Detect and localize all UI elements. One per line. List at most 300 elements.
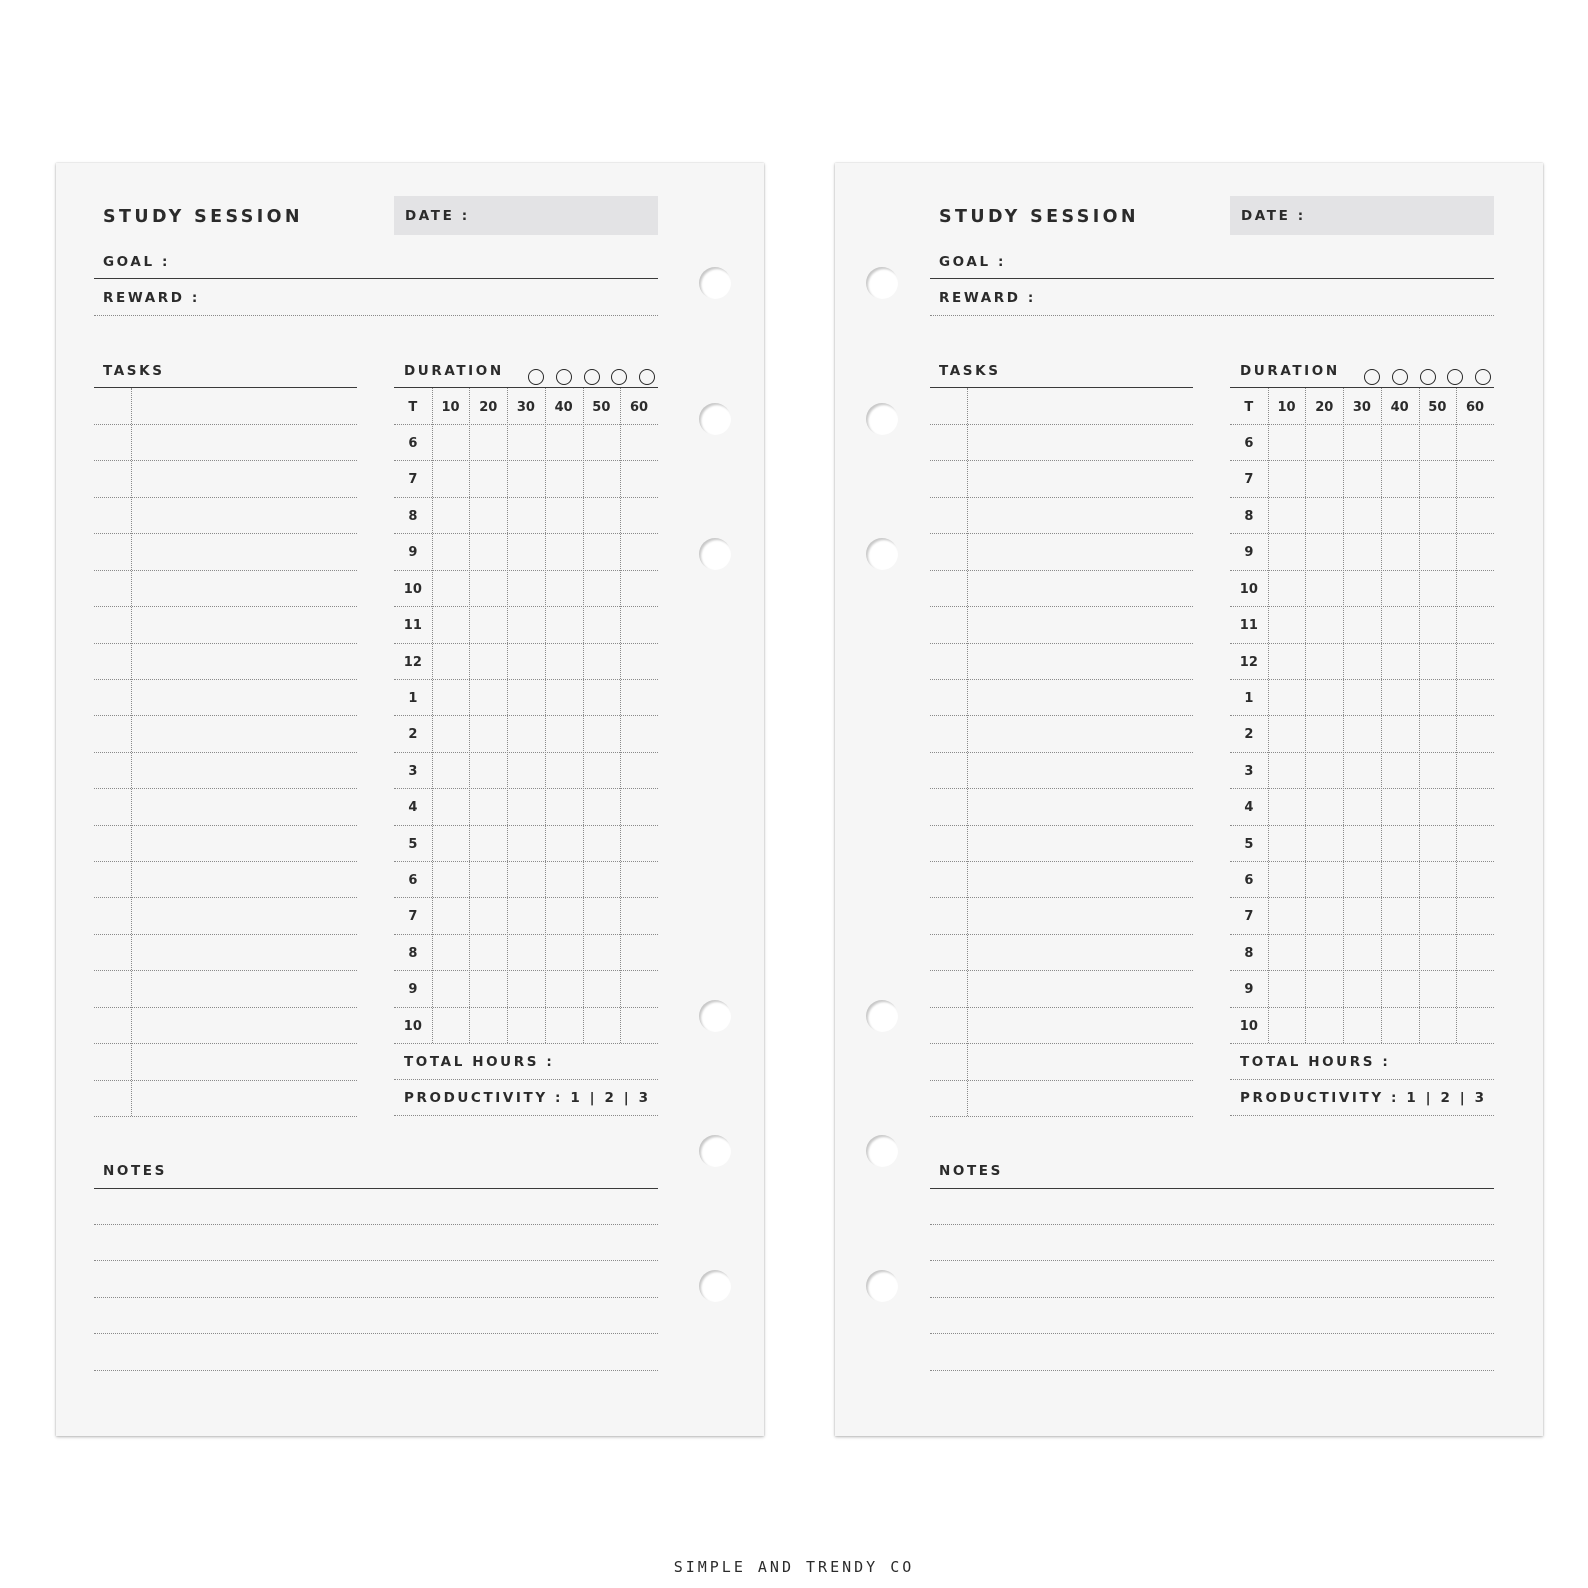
- task-line[interactable]: [94, 1080, 357, 1081]
- time-slot-cell[interactable]: [507, 424, 545, 460]
- time-slot-cell[interactable]: [469, 970, 507, 1006]
- time-slot-cell[interactable]: [1381, 934, 1419, 970]
- duration-circle-icon[interactable]: [1420, 369, 1436, 385]
- task-line[interactable]: [930, 861, 1193, 862]
- time-slot-cell[interactable]: [620, 715, 658, 751]
- notes-line[interactable]: [94, 1297, 658, 1298]
- notes-line[interactable]: [94, 1370, 658, 1371]
- time-slot-cell[interactable]: [507, 825, 545, 861]
- time-slot-cell[interactable]: [432, 861, 470, 897]
- time-slot-cell[interactable]: [1268, 897, 1306, 933]
- time-slot-cell[interactable]: [583, 970, 621, 1006]
- time-slot-cell[interactable]: [1268, 497, 1306, 533]
- time-slot-cell[interactable]: [432, 460, 470, 496]
- notes-line[interactable]: [94, 1333, 658, 1334]
- time-slot-cell[interactable]: [1268, 861, 1306, 897]
- time-slot-cell[interactable]: [507, 1007, 545, 1043]
- time-slot-cell[interactable]: [583, 897, 621, 933]
- time-slot-cell[interactable]: [1456, 752, 1494, 788]
- time-slot-cell[interactable]: [1381, 606, 1419, 642]
- time-slot-cell[interactable]: [1305, 1007, 1343, 1043]
- task-line[interactable]: [930, 1080, 1193, 1081]
- time-slot-cell[interactable]: [1419, 934, 1457, 970]
- time-slot-cell[interactable]: [1305, 897, 1343, 933]
- task-line[interactable]: [94, 715, 357, 716]
- goal-label: GOAL :: [103, 254, 170, 270]
- hour-row-label: 12: [403, 654, 422, 670]
- time-slot-cell[interactable]: [1268, 643, 1306, 679]
- time-slot-cell[interactable]: [469, 497, 507, 533]
- time-slot-cell[interactable]: [620, 825, 658, 861]
- time-slot-cell[interactable]: [1456, 897, 1494, 933]
- task-line[interactable]: [930, 788, 1193, 789]
- time-slot-cell[interactable]: [620, 533, 658, 569]
- time-slot-cell[interactable]: [620, 934, 658, 970]
- time-slot-cell[interactable]: [1381, 570, 1419, 606]
- time-slot-cell[interactable]: [545, 1007, 583, 1043]
- task-line[interactable]: [94, 788, 357, 789]
- time-slot-cell[interactable]: [620, 1007, 658, 1043]
- time-slot-cell[interactable]: [1456, 934, 1494, 970]
- task-line[interactable]: [94, 497, 357, 498]
- notes-line[interactable]: [930, 1224, 1494, 1225]
- productivity-rating[interactable]: PRODUCTIVITY : 1 | 2 | 3: [404, 1090, 651, 1106]
- time-slot-cell[interactable]: [1419, 715, 1457, 751]
- time-slot-cell[interactable]: [545, 643, 583, 679]
- time-slot-cell[interactable]: [1343, 679, 1381, 715]
- notes-line[interactable]: [94, 1224, 658, 1225]
- time-slot-cell[interactable]: [1343, 643, 1381, 679]
- time-slot-cell[interactable]: [507, 970, 545, 1006]
- time-slot-cell[interactable]: [545, 788, 583, 824]
- hour-row-label: 10: [1239, 1018, 1258, 1034]
- reward-line[interactable]: [930, 315, 1494, 316]
- time-slot-cell[interactable]: [1268, 715, 1306, 751]
- time-slot-cell[interactable]: [432, 679, 470, 715]
- tasks-rule: [930, 387, 1193, 388]
- time-slot-cell[interactable]: [1268, 679, 1306, 715]
- time-slot-cell[interactable]: [1456, 679, 1494, 715]
- task-line[interactable]: [930, 424, 1193, 425]
- time-slot-cell[interactable]: [1381, 861, 1419, 897]
- task-line[interactable]: [94, 1116, 357, 1117]
- task-line[interactable]: [94, 679, 357, 680]
- duration-label: DURATION: [404, 363, 504, 379]
- duration-circle-icon[interactable]: [611, 369, 627, 385]
- date-field[interactable]: [1230, 196, 1494, 235]
- duration-circle-icon[interactable]: [1475, 369, 1491, 385]
- time-slot-cell[interactable]: [432, 788, 470, 824]
- time-slot-cell[interactable]: [1419, 643, 1457, 679]
- time-slot-cell[interactable]: [545, 570, 583, 606]
- time-slot-cell[interactable]: [1305, 424, 1343, 460]
- time-slot-cell[interactable]: [545, 533, 583, 569]
- hour-row-label: 6: [1244, 873, 1254, 889]
- time-slot-cell[interactable]: [583, 570, 621, 606]
- grid-header-time: T: [1244, 400, 1254, 415]
- duration-circle-icon[interactable]: [584, 369, 600, 385]
- time-slot-cell[interactable]: [545, 970, 583, 1006]
- time-slot-cell[interactable]: [1343, 861, 1381, 897]
- task-line[interactable]: [930, 1116, 1193, 1117]
- time-slot-cell[interactable]: [583, 934, 621, 970]
- binder-hole-icon: [866, 1135, 898, 1167]
- time-slot-cell[interactable]: [469, 897, 507, 933]
- time-slot-cell[interactable]: [469, 1007, 507, 1043]
- task-line[interactable]: [930, 497, 1193, 498]
- time-slot-cell[interactable]: [1456, 825, 1494, 861]
- binder-hole-icon: [699, 267, 731, 299]
- time-slot-cell[interactable]: [469, 533, 507, 569]
- time-slot-cell[interactable]: [583, 679, 621, 715]
- time-slot-cell[interactable]: [583, 1007, 621, 1043]
- time-slot-cell[interactable]: [620, 643, 658, 679]
- time-slot-cell[interactable]: [1268, 424, 1306, 460]
- time-slot-cell[interactable]: [1381, 497, 1419, 533]
- hour-row-label: 7: [1244, 472, 1254, 488]
- task-line[interactable]: [930, 643, 1193, 644]
- total-hours-label: TOTAL HOURS :: [404, 1054, 555, 1070]
- hour-row-label: 2: [408, 727, 418, 743]
- task-line[interactable]: [94, 460, 357, 461]
- time-slot-cell[interactable]: [432, 934, 470, 970]
- grid-column-line: [1343, 388, 1344, 1043]
- task-line[interactable]: [930, 970, 1193, 971]
- time-slot-cell[interactable]: [1419, 679, 1457, 715]
- duration-circle-icon[interactable]: [528, 369, 544, 385]
- task-line[interactable]: [94, 606, 357, 607]
- time-slot-cell[interactable]: [1268, 533, 1306, 569]
- time-slot-cell[interactable]: [545, 861, 583, 897]
- time-slot-cell[interactable]: [507, 643, 545, 679]
- time-slot-cell[interactable]: [469, 606, 507, 642]
- time-slot-cell[interactable]: [469, 460, 507, 496]
- time-slot-cell[interactable]: [507, 715, 545, 751]
- time-slot-cell[interactable]: [432, 897, 470, 933]
- time-slot-cell[interactable]: [1381, 825, 1419, 861]
- time-slot-cell[interactable]: [1343, 715, 1381, 751]
- time-slot-cell[interactable]: [1268, 606, 1306, 642]
- time-slot-cell[interactable]: [1419, 788, 1457, 824]
- time-slot-cell[interactable]: [1268, 460, 1306, 496]
- time-slot-cell[interactable]: [507, 570, 545, 606]
- time-slot-cell[interactable]: [583, 533, 621, 569]
- time-slot-cell[interactable]: [583, 715, 621, 751]
- hour-row-label: 9: [408, 545, 418, 561]
- task-line[interactable]: [930, 679, 1193, 680]
- duration-circle-icon[interactable]: [1447, 369, 1463, 385]
- time-slot-cell[interactable]: [432, 1007, 470, 1043]
- time-slot-cell[interactable]: [432, 497, 470, 533]
- time-slot-cell[interactable]: [1268, 788, 1306, 824]
- time-slot-cell[interactable]: [469, 570, 507, 606]
- time-slot-cell[interactable]: [1419, 752, 1457, 788]
- task-line[interactable]: [930, 715, 1193, 716]
- time-slot-cell[interactable]: [620, 752, 658, 788]
- time-slot-cell[interactable]: [545, 825, 583, 861]
- time-slot-cell[interactable]: [620, 788, 658, 824]
- task-line[interactable]: [94, 643, 357, 644]
- time-slot-cell[interactable]: [620, 970, 658, 1006]
- time-slot-cell[interactable]: [1419, 861, 1457, 897]
- time-slot-cell[interactable]: [1381, 970, 1419, 1006]
- time-slot-cell[interactable]: [1456, 533, 1494, 569]
- task-line[interactable]: [930, 825, 1193, 826]
- task-line[interactable]: [94, 861, 357, 862]
- reward-line[interactable]: [94, 315, 658, 316]
- task-line[interactable]: [94, 752, 357, 753]
- time-slot-cell[interactable]: [620, 570, 658, 606]
- time-slot-cell[interactable]: [583, 752, 621, 788]
- time-slot-cell[interactable]: [1419, 570, 1457, 606]
- time-slot-cell[interactable]: [1381, 460, 1419, 496]
- time-slot-cell[interactable]: [469, 424, 507, 460]
- time-slot-cell[interactable]: [1268, 970, 1306, 1006]
- time-slot-cell[interactable]: [1419, 897, 1457, 933]
- time-slot-cell[interactable]: [545, 934, 583, 970]
- time-slot-cell[interactable]: [469, 788, 507, 824]
- time-slot-cell[interactable]: [469, 861, 507, 897]
- time-slot-cell[interactable]: [507, 497, 545, 533]
- time-slot-cell[interactable]: [583, 825, 621, 861]
- time-slot-cell[interactable]: [583, 643, 621, 679]
- duration-circle-icon[interactable]: [1392, 369, 1408, 385]
- task-line[interactable]: [930, 460, 1193, 461]
- time-slot-cell[interactable]: [620, 679, 658, 715]
- time-slot-cell[interactable]: [1456, 1007, 1494, 1043]
- time-slot-cell[interactable]: [1381, 643, 1419, 679]
- time-slot-cell[interactable]: [1305, 752, 1343, 788]
- task-line[interactable]: [930, 1043, 1193, 1044]
- time-slot-cell[interactable]: [1268, 1007, 1306, 1043]
- goal-line[interactable]: [94, 278, 658, 279]
- time-slot-cell[interactable]: [507, 533, 545, 569]
- notes-line[interactable]: [930, 1297, 1494, 1298]
- time-slot-cell[interactable]: [507, 679, 545, 715]
- time-slot-cell[interactable]: [583, 424, 621, 460]
- task-line[interactable]: [930, 1007, 1193, 1008]
- time-slot-cell[interactable]: [1456, 460, 1494, 496]
- task-line[interactable]: [94, 970, 357, 971]
- time-slot-cell[interactable]: [583, 788, 621, 824]
- task-line[interactable]: [94, 570, 357, 571]
- time-slot-cell[interactable]: [620, 424, 658, 460]
- time-slot-cell[interactable]: [1381, 897, 1419, 933]
- time-slot-cell[interactable]: [1343, 497, 1381, 533]
- hour-row-label: 9: [1244, 545, 1254, 561]
- time-slot-cell[interactable]: [1305, 715, 1343, 751]
- time-slot-cell[interactable]: [583, 861, 621, 897]
- time-slot-cell[interactable]: [1419, 825, 1457, 861]
- time-slot-cell[interactable]: [583, 606, 621, 642]
- date-field[interactable]: [394, 196, 658, 235]
- time-slot-cell[interactable]: [469, 752, 507, 788]
- time-slot-cell[interactable]: [432, 970, 470, 1006]
- task-line[interactable]: [94, 1007, 357, 1008]
- time-slot-cell[interactable]: [1343, 570, 1381, 606]
- time-slot-cell[interactable]: [1381, 788, 1419, 824]
- time-slot-cell[interactable]: [469, 643, 507, 679]
- time-slot-cell[interactable]: [1456, 643, 1494, 679]
- time-slot-cell[interactable]: [545, 715, 583, 751]
- time-slot-cell[interactable]: [583, 460, 621, 496]
- time-slot-cell[interactable]: [469, 679, 507, 715]
- time-slot-cell[interactable]: [469, 715, 507, 751]
- time-slot-cell[interactable]: [545, 897, 583, 933]
- time-slot-cell[interactable]: [432, 570, 470, 606]
- time-slot-cell[interactable]: [507, 897, 545, 933]
- time-slot-cell[interactable]: [545, 497, 583, 533]
- task-line[interactable]: [930, 934, 1193, 935]
- notes-rule: [94, 1188, 658, 1189]
- time-slot-cell[interactable]: [620, 606, 658, 642]
- grid-header-minutes: 10: [1277, 400, 1296, 415]
- time-slot-cell[interactable]: [469, 825, 507, 861]
- time-slot-cell[interactable]: [432, 752, 470, 788]
- time-slot-cell[interactable]: [1419, 1007, 1457, 1043]
- task-line[interactable]: [930, 752, 1193, 753]
- time-slot-cell[interactable]: [507, 788, 545, 824]
- time-slot-cell[interactable]: [1343, 460, 1381, 496]
- time-slot-cell[interactable]: [1343, 970, 1381, 1006]
- time-slot-cell[interactable]: [1343, 752, 1381, 788]
- time-slot-cell[interactable]: [432, 533, 470, 569]
- notes-line[interactable]: [930, 1370, 1494, 1371]
- time-slot-cell[interactable]: [507, 606, 545, 642]
- time-slot-cell[interactable]: [1456, 788, 1494, 824]
- reward-label: REWARD :: [939, 290, 1036, 306]
- time-slot-cell[interactable]: [507, 934, 545, 970]
- task-line[interactable]: [94, 934, 357, 935]
- productivity-rating[interactable]: PRODUCTIVITY : 1 | 2 | 3: [1240, 1090, 1487, 1106]
- time-slot-cell[interactable]: [1305, 460, 1343, 496]
- time-slot-cell[interactable]: [1419, 970, 1457, 1006]
- task-line[interactable]: [94, 424, 357, 425]
- task-line[interactable]: [930, 533, 1193, 534]
- tasks-label: TASKS: [939, 363, 1001, 379]
- time-slot-cell[interactable]: [1343, 825, 1381, 861]
- time-slot-cell[interactable]: [620, 460, 658, 496]
- total-hours-line[interactable]: [394, 1079, 658, 1080]
- time-slot-cell[interactable]: [1381, 1007, 1419, 1043]
- time-slot-cell[interactable]: [1456, 424, 1494, 460]
- time-slot-cell[interactable]: [1456, 970, 1494, 1006]
- time-slot-cell[interactable]: [1305, 497, 1343, 533]
- time-slot-cell[interactable]: [507, 752, 545, 788]
- time-slot-cell[interactable]: [545, 424, 583, 460]
- time-slot-cell[interactable]: [1268, 570, 1306, 606]
- time-slot-cell[interactable]: [1305, 970, 1343, 1006]
- time-slot-cell[interactable]: [545, 460, 583, 496]
- time-slot-cell[interactable]: [1343, 897, 1381, 933]
- time-slot-cell[interactable]: [1343, 606, 1381, 642]
- time-slot-cell[interactable]: [1268, 825, 1306, 861]
- grid-column-line: [507, 388, 508, 1043]
- time-slot-cell[interactable]: [1381, 752, 1419, 788]
- notes-line[interactable]: [930, 1260, 1494, 1261]
- task-line[interactable]: [94, 897, 357, 898]
- task-line[interactable]: [94, 533, 357, 534]
- time-slot-cell[interactable]: [1381, 424, 1419, 460]
- hour-row-label: 11: [1239, 618, 1258, 634]
- task-line[interactable]: [930, 570, 1193, 571]
- time-slot-cell[interactable]: [432, 606, 470, 642]
- hour-row-label: 3: [1244, 763, 1254, 779]
- time-slot-cell[interactable]: [1456, 715, 1494, 751]
- task-line[interactable]: [94, 1043, 357, 1044]
- time-slot-cell[interactable]: [1305, 788, 1343, 824]
- time-slot-cell[interactable]: [469, 934, 507, 970]
- time-slot-cell[interactable]: [507, 861, 545, 897]
- time-slot-cell[interactable]: [545, 679, 583, 715]
- time-slot-cell[interactable]: [432, 424, 470, 460]
- time-slot-cell[interactable]: [1381, 715, 1419, 751]
- total-hours-line[interactable]: [1230, 1079, 1494, 1080]
- time-slot-cell[interactable]: [1305, 825, 1343, 861]
- grid-column-line: [432, 388, 433, 1043]
- time-slot-cell[interactable]: [545, 606, 583, 642]
- reward-label: REWARD :: [103, 290, 200, 306]
- time-slot-cell[interactable]: [1419, 424, 1457, 460]
- notes-line[interactable]: [930, 1333, 1494, 1334]
- time-slot-cell[interactable]: [432, 825, 470, 861]
- time-slot-cell[interactable]: [1419, 497, 1457, 533]
- time-slot-cell[interactable]: [620, 497, 658, 533]
- time-slot-cell[interactable]: [1456, 606, 1494, 642]
- time-slot-cell[interactable]: [620, 897, 658, 933]
- task-line[interactable]: [930, 606, 1193, 607]
- time-slot-cell[interactable]: [1419, 606, 1457, 642]
- time-slot-cell[interactable]: [1305, 643, 1343, 679]
- time-slot-cell[interactable]: [1305, 679, 1343, 715]
- duration-circle-icon[interactable]: [556, 369, 572, 385]
- time-slot-cell[interactable]: [1305, 570, 1343, 606]
- time-slot-cell[interactable]: [1381, 679, 1419, 715]
- time-slot-cell[interactable]: [545, 752, 583, 788]
- time-slot-cell[interactable]: [1456, 861, 1494, 897]
- time-slot-cell[interactable]: [1343, 533, 1381, 569]
- time-slot-cell[interactable]: [1343, 424, 1381, 460]
- time-slot-cell[interactable]: [432, 715, 470, 751]
- notes-rule: [930, 1188, 1494, 1189]
- tasks-label: TASKS: [103, 363, 165, 379]
- time-slot-cell[interactable]: [1381, 533, 1419, 569]
- time-slot-cell[interactable]: [1343, 934, 1381, 970]
- time-slot-cell[interactable]: [1268, 752, 1306, 788]
- time-slot-cell[interactable]: [1456, 497, 1494, 533]
- time-slot-cell[interactable]: [620, 861, 658, 897]
- time-slot-cell[interactable]: [1419, 460, 1457, 496]
- time-slot-cell[interactable]: [1268, 934, 1306, 970]
- goal-line[interactable]: [930, 278, 1494, 279]
- time-slot-cell[interactable]: [1305, 606, 1343, 642]
- task-line[interactable]: [930, 897, 1193, 898]
- task-line[interactable]: [94, 825, 357, 826]
- duration-circle-icon[interactable]: [1364, 369, 1380, 385]
- time-slot-cell[interactable]: [1305, 934, 1343, 970]
- time-slot-cell[interactable]: [1343, 1007, 1381, 1043]
- time-slot-cell[interactable]: [1456, 570, 1494, 606]
- notes-line[interactable]: [94, 1260, 658, 1261]
- time-slot-cell[interactable]: [1305, 533, 1343, 569]
- time-slot-cell[interactable]: [432, 643, 470, 679]
- time-slot-cell[interactable]: [1305, 861, 1343, 897]
- duration-circle-icon[interactable]: [639, 369, 655, 385]
- time-slot-cell[interactable]: [507, 460, 545, 496]
- time-slot-cell[interactable]: [1419, 533, 1457, 569]
- time-slot-cell[interactable]: [1343, 788, 1381, 824]
- time-slot-cell[interactable]: [583, 497, 621, 533]
